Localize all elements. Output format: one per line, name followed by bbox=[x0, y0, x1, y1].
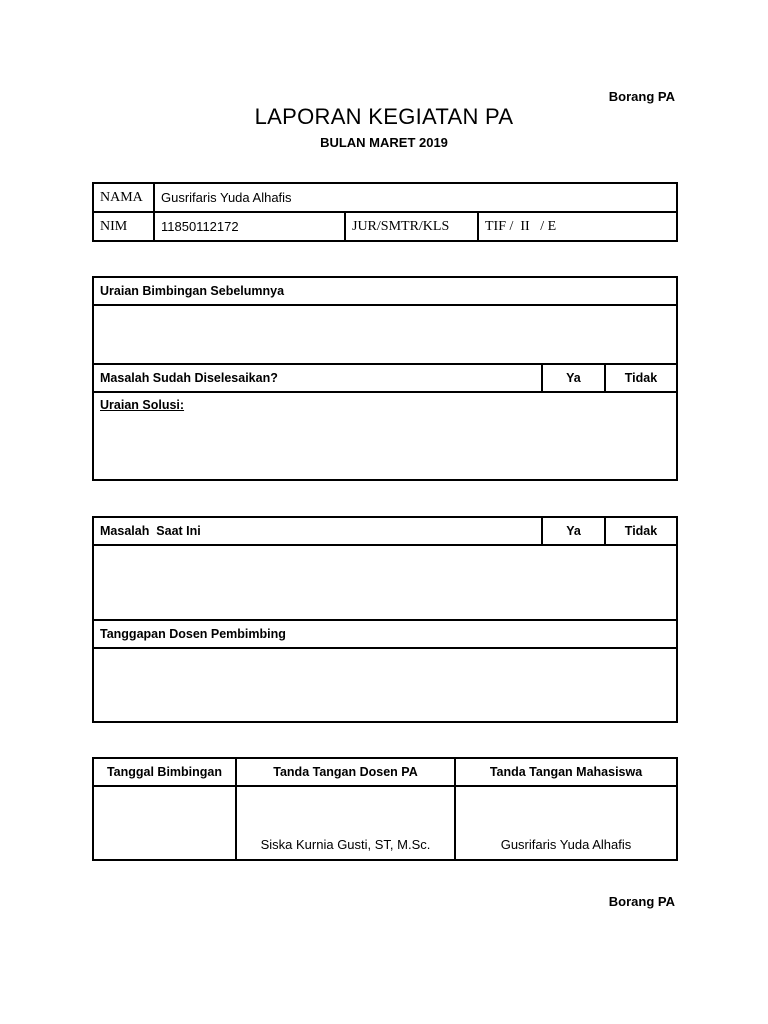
current-yes-cell: Ya bbox=[542, 517, 605, 545]
lecturer-response-content bbox=[93, 648, 677, 722]
lecturer-response-heading: Tanggapan Dosen Pembimbing bbox=[93, 620, 677, 648]
jur-value: TIF / II / E bbox=[478, 212, 677, 241]
current-problem-table bbox=[92, 516, 678, 723]
lecturer-name: Siska Kurnia Gusti, ST, M.Sc. bbox=[236, 786, 455, 860]
lecturer-signature-header: Tanda Tangan Dosen PA bbox=[236, 758, 455, 786]
jur-label: JUR/SMTR/KLS bbox=[345, 212, 478, 241]
form-code-bottom: Borang PA bbox=[608, 894, 675, 909]
name-label: NAMA bbox=[93, 183, 154, 212]
signature-table bbox=[92, 757, 678, 861]
resolved-no-cell: Tidak bbox=[605, 364, 677, 392]
previous-guidance-heading: Uraian Bimbingan Sebelumnya bbox=[93, 277, 677, 305]
identity-table bbox=[92, 182, 678, 242]
previous-guidance-content bbox=[93, 305, 677, 364]
student-signature-header: Tanda Tangan Mahasiswa bbox=[455, 758, 677, 786]
previous-guidance-table bbox=[92, 276, 678, 481]
current-no-cell: Tidak bbox=[605, 517, 677, 545]
name-value: Gusrifaris Yuda Alhafis bbox=[154, 183, 677, 212]
page-title: LAPORAN KEGIATAN PA bbox=[254, 104, 514, 129]
page-subtitle: BULAN MARET 2019 bbox=[320, 135, 448, 150]
resolved-question: Masalah Sudah Diselesaikan? bbox=[93, 364, 542, 392]
date-cell bbox=[93, 786, 236, 860]
solution-cell bbox=[93, 392, 677, 480]
student-name: Gusrifaris Yuda Alhafis bbox=[455, 786, 677, 860]
date-header: Tanggal Bimbingan bbox=[93, 758, 236, 786]
form-code-top: Borang PA bbox=[608, 89, 675, 104]
current-problem-heading: Masalah Saat Ini bbox=[93, 517, 542, 545]
solution-label: Uraian Solusi: bbox=[100, 398, 185, 412]
current-problem-content bbox=[93, 545, 677, 620]
nim-label: NIM bbox=[93, 212, 154, 241]
resolved-yes-cell: Ya bbox=[542, 364, 605, 392]
nim-value: 11850112172 bbox=[154, 212, 345, 241]
